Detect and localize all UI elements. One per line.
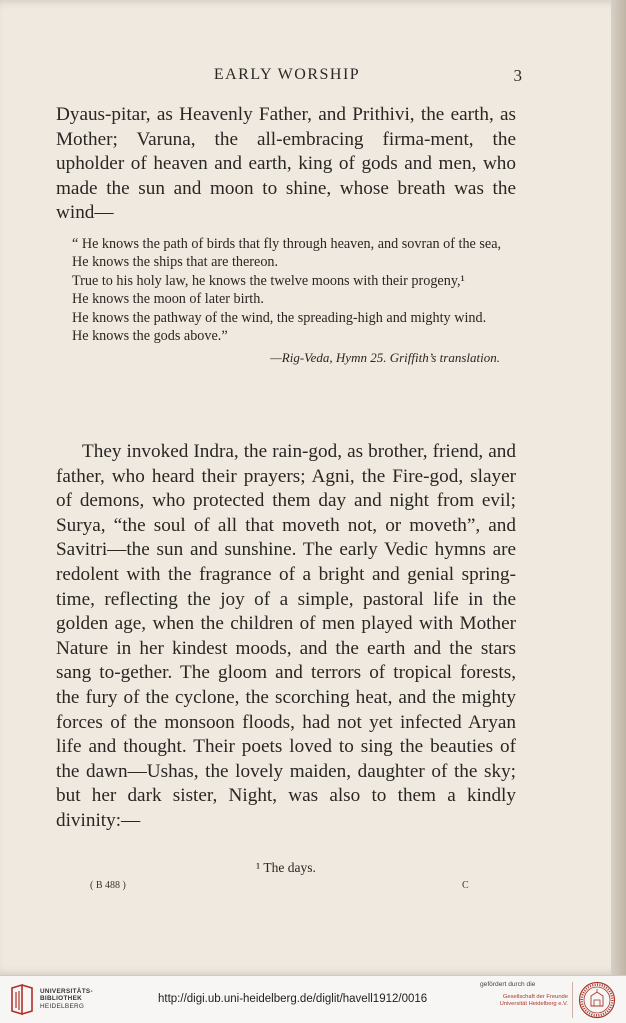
verse-attribution: —Rig-Veda, Hymn 25. Griffith’s translation. xyxy=(270,350,500,366)
verse-line: True to his holy law, he knows the twelve moons with their progeny,¹ xyxy=(72,272,465,289)
viewer-footer xyxy=(0,975,626,1023)
library-logo-icon[interactable] xyxy=(8,984,36,1016)
signature-letter: C xyxy=(462,880,469,891)
sponsor-divider xyxy=(572,982,573,1018)
page-number: 3 xyxy=(513,66,522,85)
verse-line: He knows the pathway of the wind, the spreading-high and mighty wind. xyxy=(72,309,487,326)
footnote: ¹ The days. xyxy=(256,860,316,875)
verse-quotation xyxy=(56,235,516,368)
verse-line: He knows the ships that are thereon. xyxy=(72,254,279,271)
library-name[interactable] xyxy=(40,988,93,1010)
sponsor-label: gefördert durch die xyxy=(480,981,536,988)
library-name-line: UNIVERSITÄTS- xyxy=(40,988,93,995)
paragraph-1: Dyaus-pitar, as Heavenly Father, and Prithivi, the earth, as Mother; Varuna, the all-embracing firma-ment, the upholder of heaven and earth, king of gods and men, who made the sun and moon to shine, whose breath was the wind— xyxy=(56,104,516,224)
verse-line: He knows the gods above.” xyxy=(72,328,228,345)
permalink-url[interactable]: http://digi.ub.uni-heidelberg.de/diglit/havell1912/0016 xyxy=(158,993,428,1005)
page-edge xyxy=(611,0,626,975)
verse-line: “ He knows the path of birds that fly through heaven, and sovran of the sea, xyxy=(72,236,502,252)
university-seal-icon[interactable] xyxy=(578,981,616,1019)
sponsor-name-line: Gesellschaft der Freunde xyxy=(502,994,568,1000)
paragraph-2: They invoked Indra, the rain-god, as brother, friend, and father, who heard their prayers; Agni, the Fire-god, slayer of demons, who protected them day and night from evil; Surya, “the soul of all that moveth not, or moveth”, and Savitri—the sun and sunshine. The early Vedic hymns are redolent with the fragrance of a bright and genial spring-time, reflecting the joy of a simple, pastoral life in the golden age, when the children of men played with Mother Nature in her kindest moods, and the earth and the stars sang to-gether. The gloom and terrors of tropical forests, the fury of the cyclone, the scorching heat, and the mighty forces of the monsoon floods, had not yet infected Aryan life and thought. Their poets loved to sing the beauties of the dawn—Ushas, the lovely maiden, daughter of the sky; but her dark sister, Night, was also to them a kindly divinity:— xyxy=(56,441,516,831)
sponsor-name[interactable] xyxy=(484,994,568,1008)
verse-line: He knows the moon of later birth. xyxy=(72,291,264,308)
running-head xyxy=(52,66,522,90)
library-name-line: BIBLIOTHEK xyxy=(40,995,83,1003)
printer-signature: ( B 488 ) xyxy=(90,880,126,891)
library-name-line: HEIDELBERG xyxy=(40,1002,85,1010)
running-title: EARLY WORSHIP xyxy=(213,66,361,83)
sponsor-name-line: Universität Heidelberg e.V. xyxy=(499,1001,568,1007)
